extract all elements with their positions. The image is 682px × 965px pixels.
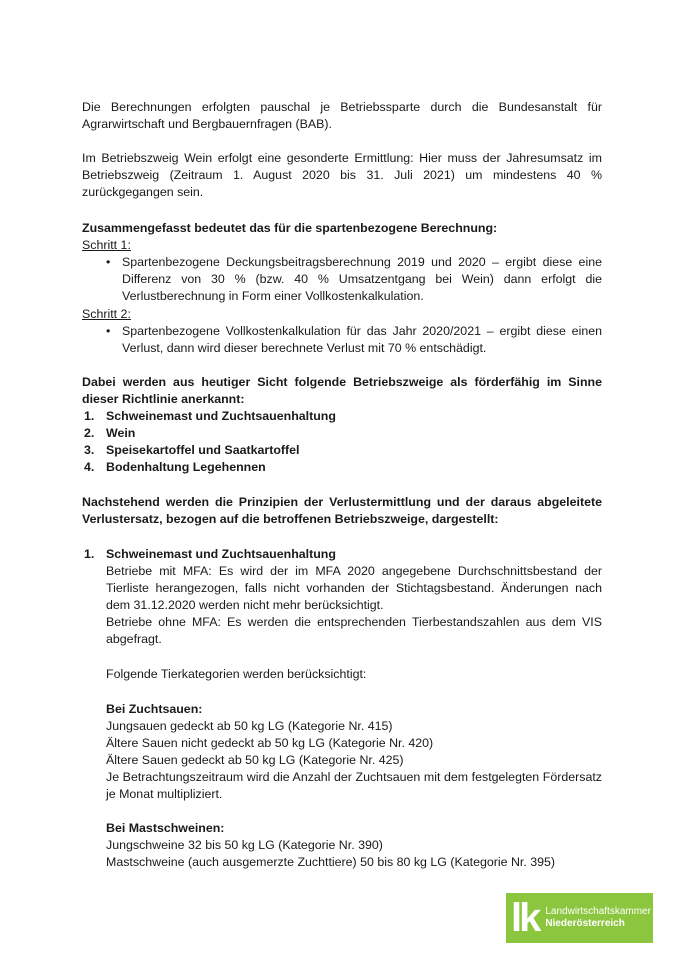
- section-title: Schweinemast und Zuchtsauenhaltung: [106, 547, 336, 561]
- step1-text: Spartenbezogene Deckungsbeitragsberechnung 2019 und 2020 – ergibt diese eine Differenz von 30 % (bzw. 40 % Umsatzentgang bei Wein) dann erfolgt die Verlustberechnung in Form einer Vollkostenkalkulation.: [122, 255, 602, 303]
- section-number: 1.: [84, 547, 95, 561]
- eligible-item-label: Schweinemast und Zuchtsauenhaltung: [106, 409, 336, 423]
- principles-heading: Nachstehend werden die Prinzipien der Verlustermittlung und der daraus abgeleitete Verlustersatz, bezogen auf die betroffenen Betriebszweige, dargestellt:: [82, 495, 602, 526]
- pigs-line: Jungschweine 32 bis 50 kg LG (Kategorie Nr. 390): [106, 838, 383, 852]
- categories-intro: Folgende Tierkategorien werden berücksichtigt:: [106, 667, 367, 681]
- no-mfa-text: Betriebe ohne MFA: Es werden die entsprechenden Tierbestandszahlen aus dem VIS abgefragt.: [106, 615, 602, 646]
- sows-note: Je Betrachtungszeitraum wird die Anzahl der Zuchtsauen mit dem festgelegten Fördersatz je Monat multipliziert.: [106, 770, 602, 801]
- eligible-item-number: 2.: [84, 426, 95, 440]
- bullet-icon: •: [106, 324, 111, 338]
- intro-paragraph-1: Die Berechnungen erfolgten pauschal je Betriebssparte durch die Bundesanstalt für Agrarwirtschaft und Bergbauernfragen (BAB).: [82, 100, 602, 131]
- eligible-item-label: Speisekartoffel und Saatkartoffel: [106, 443, 300, 457]
- eligible-item-number: 4.: [84, 460, 95, 474]
- sows-line: Jungsauen gedeckt ab 50 kg LG (Kategorie Nr. 415): [106, 719, 393, 733]
- lk-logo-text: [545, 906, 651, 930]
- lk-logo: [506, 893, 653, 943]
- eligible-item-number: 3.: [84, 443, 95, 457]
- mfa-text: Betriebe mit MFA: Es wird der im MFA 2020 angegebene Durchschnittsbestand der Tierliste herangezogen, falls nicht vorhanden der Stichtagsbestand. Änderungen nach dem 31.12.2020 werden nicht mehr berücksichtigt.: [106, 564, 602, 612]
- sows-heading: Bei Zuchtsauen:: [106, 702, 203, 716]
- eligible-item-label: Bodenhaltung Legehennen: [106, 460, 266, 474]
- bullet-icon: •: [106, 255, 111, 269]
- step2-text: Spartenbezogene Vollkostenkalkulation für das Jahr 2020/2021 – ergibt diese einen Verlust, dann wird dieser berechnete Verlust mit 70 % entschädigt.: [122, 324, 602, 355]
- lk-logo-mark: lk: [511, 896, 539, 940]
- summary-heading: Zusammengefasst bedeutet das für die spartenbezogene Berechnung:: [82, 221, 498, 235]
- pigs-heading: Bei Mastschweinen:: [106, 821, 225, 835]
- logo-line-2: Niederösterreich: [545, 918, 625, 929]
- eligible-item-label: Wein: [106, 426, 136, 440]
- sows-line: Ältere Sauen gedeckt ab 50 kg LG (Kategorie Nr. 425): [106, 753, 404, 767]
- step1-label: Schritt 1:: [82, 238, 131, 252]
- eligible-item-number: 1.: [84, 409, 95, 423]
- eligible-heading: Dabei werden aus heutiger Sicht folgende Betriebszweige als förderfähig im Sinne dieser Richtlinie anerkannt:: [82, 375, 602, 406]
- sows-line: Ältere Sauen nicht gedeckt ab 50 kg LG (Kategorie Nr. 420): [106, 736, 434, 750]
- intro-paragraph-2: Im Betriebszweig Wein erfolgt eine gesonderte Ermittlung: Hier muss der Jahresumsatz im Betriebszweig (Zeitraum 1. August 2020 bis 31. Juli 2021) um mindestens 40 % zurückgegangen sein.: [82, 151, 602, 199]
- pigs-line: Mastschweine (auch ausgemerzte Zuchttiere) 50 bis 80 kg LG (Kategorie Nr. 395): [106, 855, 556, 869]
- logo-line-1: Landwirtschaftskammer: [545, 906, 651, 917]
- step2-label: Schritt 2:: [82, 307, 131, 321]
